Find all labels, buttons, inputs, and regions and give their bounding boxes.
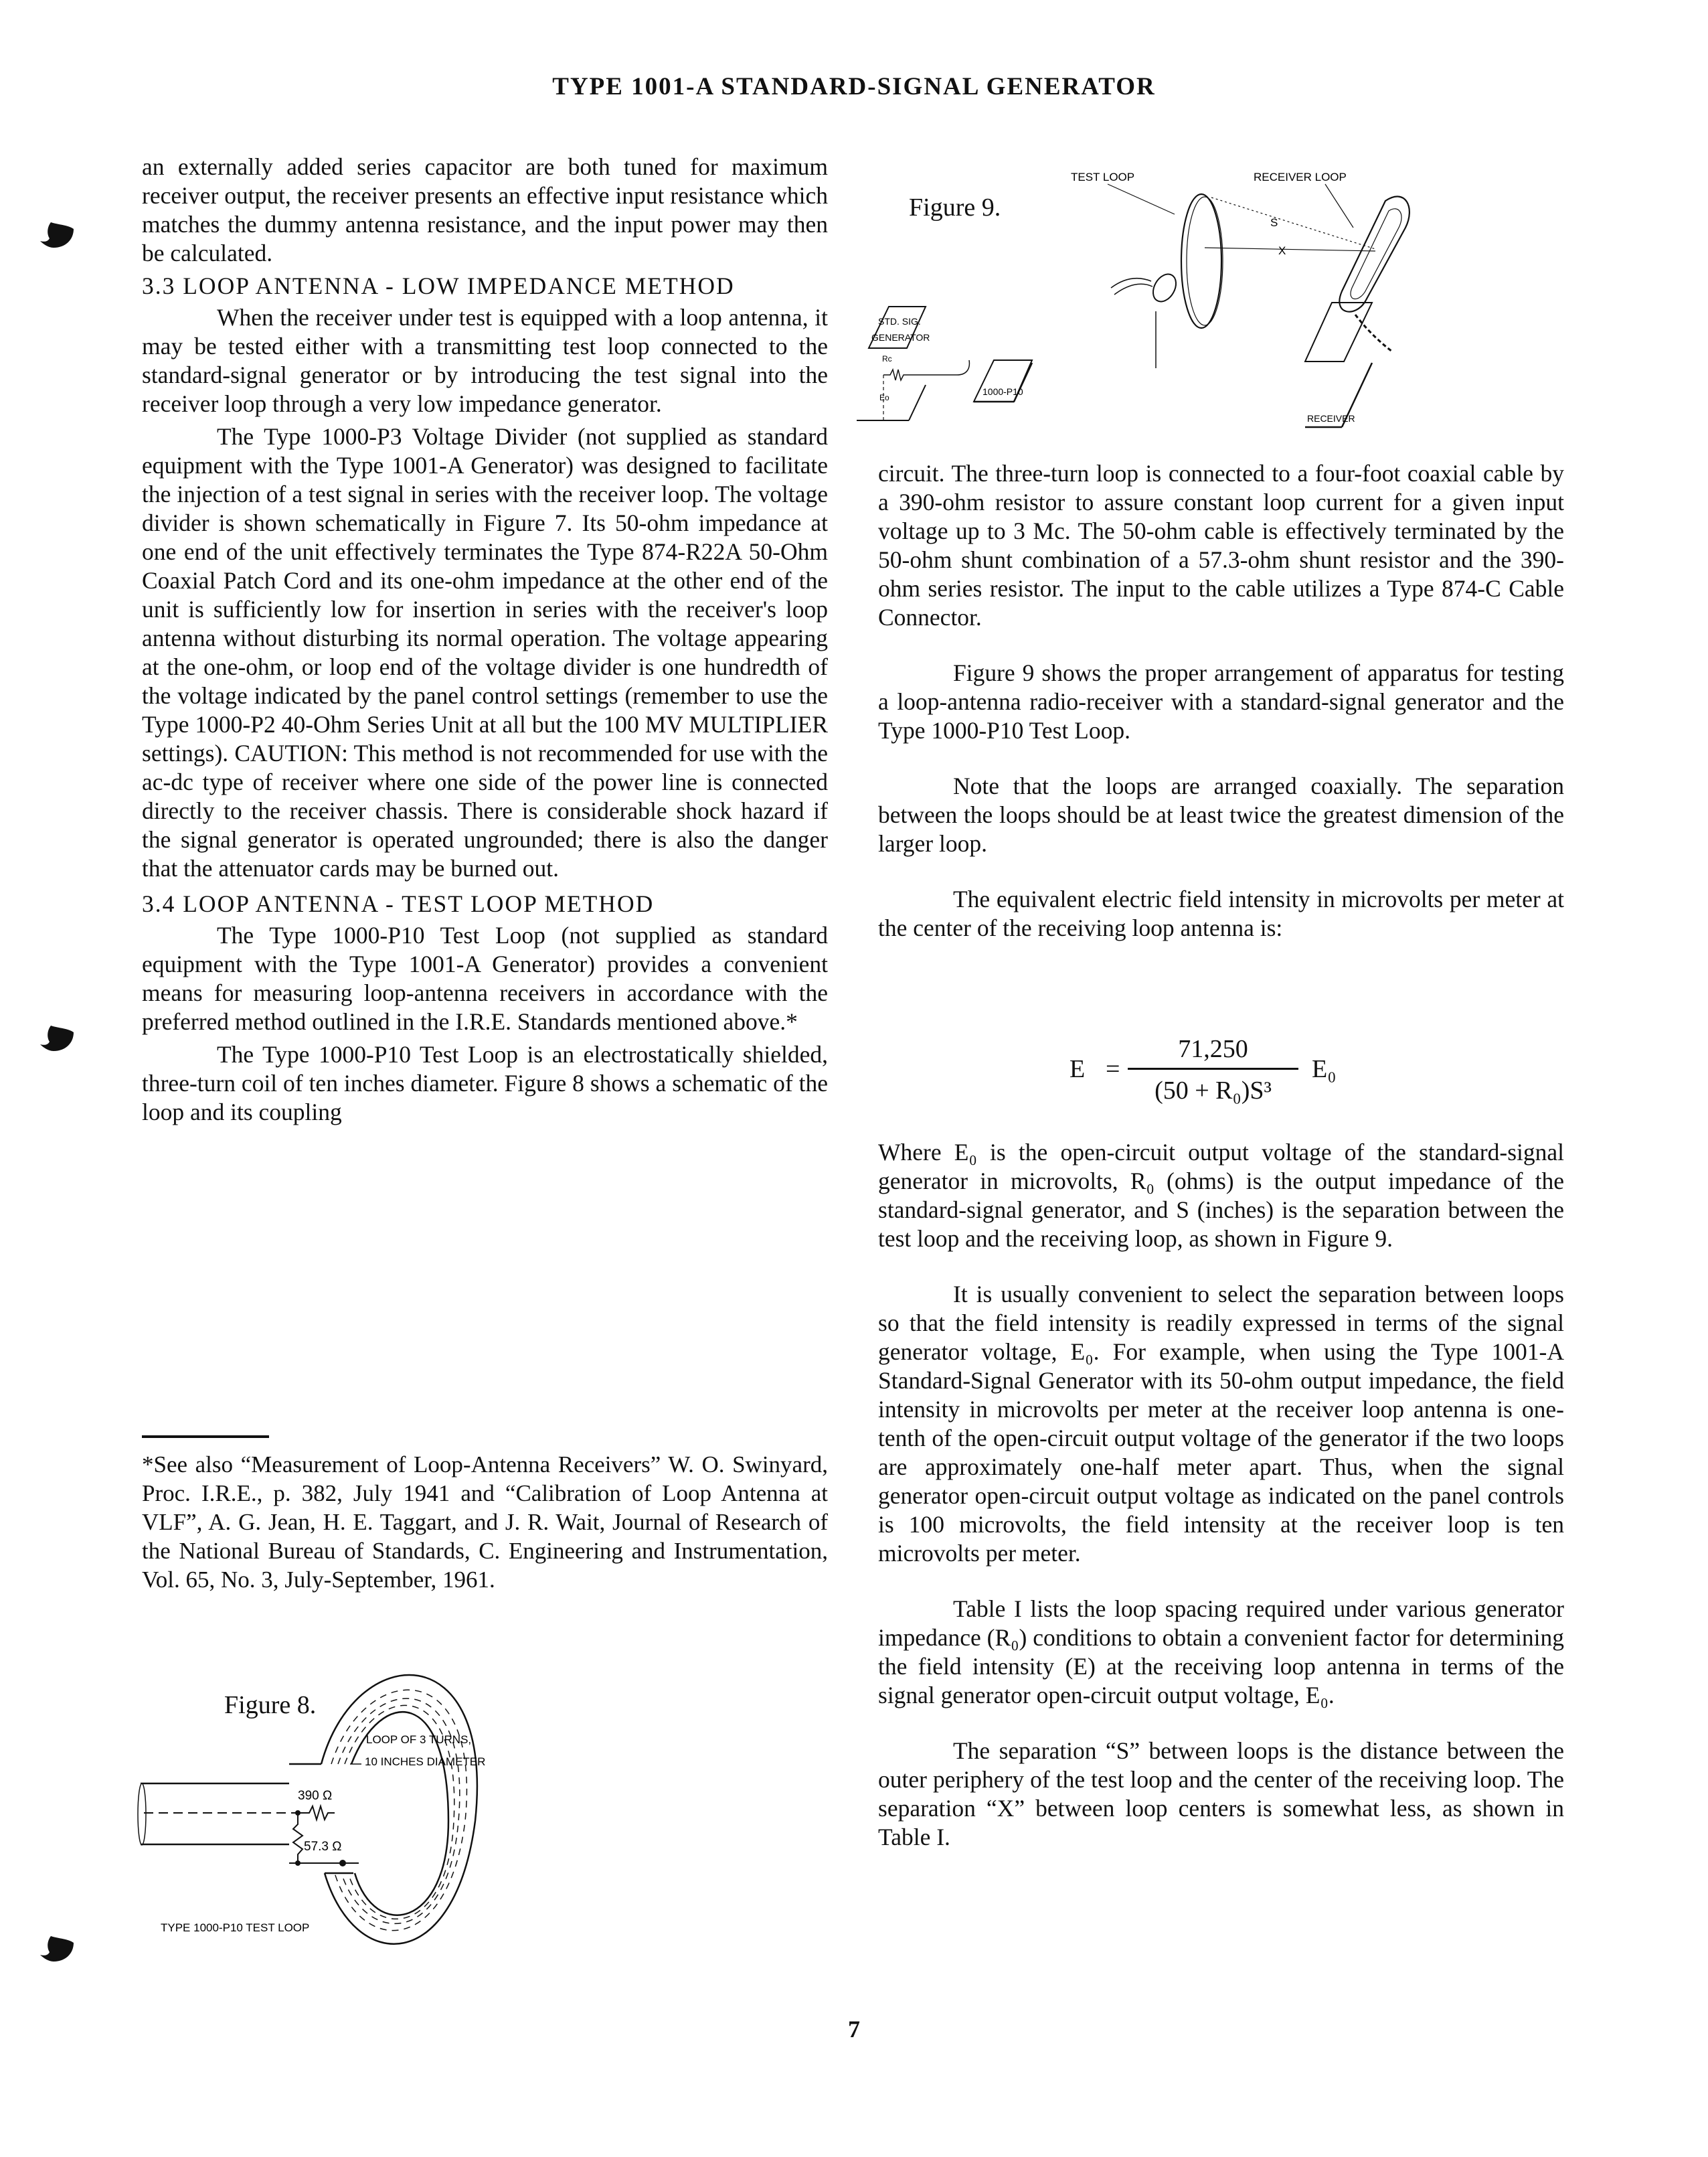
section-heading: 3.3 LOOP ANTENNA - LOW IMPEDANCE METHOD [142, 272, 735, 299]
paragraph: When the receiver under test is equipped with a loop antenna, it may be tested either with a transmitting test loop connected to the standard-signal generator or by introducing the test signal into the receiver loop through a very low impedance generator. [142, 304, 828, 417]
paragraph: It is usually convenient to select the separation between loops so that the field intensity is readily expressed in terms of the signal generator voltage, E₀. For example, when using the Type 1001-A Standard-Signal Generator with its 50-ohm output impedance, the field intensity in microvolts per meter at the receiver loop antenna is one-tenth of the open-circuit output voltage of the generator if the two loops are approximately one-half meter apart. Thus, when the signal generator open-circuit output voltage as indicated on the panel controls is 100 microvolts, the field intensity at the receiver loop is ten microvolts per meter. [878, 1281, 1564, 1567]
formula-rhs: E₀ [1312, 1055, 1337, 1083]
loop-note-line2: 10 INCHES DIAMETER [365, 1755, 486, 1768]
margin-mark-icon [39, 1024, 76, 1054]
formula-lhs: E [1070, 1055, 1086, 1083]
paragraph: The equivalent electric field intensity in microvolts per meter at the center of the receiving loop antenna is: [878, 886, 1564, 941]
margin-mark-icon [39, 1935, 76, 1964]
paragraph: The Type 1000-P3 Voltage Divider (not supplied as standard equipment with the Type 1001-A Generator) was designed to facilitate the injection of a test signal in series with the receiver loop. The voltage divider is shown schematically in Figure 7. Its 50-ohm impedance at one end of the unit effectively terminates the Type 874-R22A 50-Ohm Coaxial Patch Cord and its one-ohm impedance at the other end of the unit is sufficiently low for insertion in series with the receiver's loop antenna without disturbing its normal operation. The voltage appearing at the one-ohm, or loop end of the voltage divider is one hundredth of the voltage indicated by the panel control settings (remember to use the Type 1000-P2 40-Ohm Series Unit at all but the 100 MV MULTIPLIER settings). CAUTION: This method is not recommended for use with the ac-dc type of receiver where one side of the power line is connected directly to the receiver chassis. There is considerable shock hazard if the signal generator is operated ungrounded; there is also the danger that the attenuator cards may be burned out. [142, 423, 828, 882]
right-column-lower [878, 1138, 1564, 1852]
s-separation-label: S [1270, 216, 1278, 229]
paragraph: The Type 1000-P10 Test Loop is an electrostatically shielded, three-turn coil of ten inches diameter. Figure 8 shows a schematic of the loop and its coupling [142, 1041, 828, 1125]
formula-numerator: 71,250 [1178, 1035, 1248, 1063]
figure-9-diagram [850, 147, 1586, 469]
field-intensity-formula [1057, 1034, 1405, 1115]
footnote-rule [142, 1435, 269, 1438]
right-column [878, 459, 1564, 943]
paragraph: Table I lists the loop spacing required under various generator impedance (R₀) conditions to obtain a convenient factor for determining the field intensity (E) at the receiving loop antenna in terms of the signal generator open-circuit output voltage, E₀. [878, 1595, 1564, 1708]
paragraph: Note that the loops are arranged coaxially. The separation between the loops should be at least twice the greatest dimension of the larger loop. [878, 773, 1564, 857]
resistor-390-label: 390 Ω [298, 1789, 333, 1803]
eo-label: Eo [879, 393, 889, 402]
receiver-box-label: RECEIVER [1307, 413, 1355, 424]
paragraph: Where E₀ is the open-circuit output voltage of the standard-signal generator in microvolts, R₀ (ohms) is the output impedance of the standard-signal generator, and S (inches) is the separation between the test loop and the receiving loop, as shown in Figure 9. [878, 1139, 1564, 1252]
figure-9-label: Figure 9. [909, 193, 1001, 222]
paragraph: an externally added series capacitor are both tuned for maximum receiver output, the receiver presents an effective input resistance which matches the dummy antenna resistance, and the input power may then be calculated. [142, 153, 828, 266]
left-column [142, 153, 828, 1127]
figure-8-label: Figure 8. [224, 1691, 317, 1719]
margin-mark-icon [39, 221, 76, 250]
formula-equals: = [1106, 1055, 1120, 1083]
footnote [142, 1435, 828, 1594]
figure-8-schematic [134, 1660, 843, 1995]
paragraph: Figure 9 shows the proper arrangement of apparatus for testing a loop-antenna radio-receiver with a standard-signal generator and the Type 1000-P10 Test Loop. [878, 659, 1564, 744]
test-loop-label: TEST LOOP [1071, 171, 1135, 183]
figure-8-caption: TYPE 1000-P10 TEST LOOP [161, 1921, 310, 1934]
page-number: 7 [848, 2016, 860, 2043]
generator-label-2: GENERATOR [871, 332, 930, 343]
paragraph: The Type 1000-P10 Test Loop (not supplied as standard equipment with the Type 1001-A Generator) provides a convenient means for measuring loop-antenna receivers in accordance with the preferred method outlined in the I.R.E. Standards mentioned above.* [142, 922, 828, 1035]
formula-fraction-bar [1128, 1068, 1298, 1070]
resistor-57-label: 57.3 Ω [304, 1840, 342, 1854]
paragraph: The separation “S” between loops is the distance between the outer periphery of the test loop and the center of the receiving loop. The separation “X” between loop centers is somewhat less, as shown in Table I. [878, 1737, 1564, 1850]
receiver-loop-label: RECEIVER LOOP [1254, 171, 1347, 183]
formula-denominator: (50 + R₀)S³ [1155, 1076, 1272, 1105]
x-separation-label: X [1278, 244, 1286, 257]
test-loop-box-label: 1000-P10 [983, 386, 1023, 397]
loop-note-line1: LOOP OF 3 TURNS, [366, 1733, 472, 1746]
footnote-text: *See also “Measurement of Loop-Antenna Receivers” W. O. Swinyard, Proc. I.R.E., p. 382, July 1941 and “Calibration of Loop Antenna at VLF”, A. G. Jean, H. E. Taggart, and J. R. Wait, Journal of Research of the National Bureau of Standards, C. Engineering and Instrumentation, Vol. 65, No. 3, July-September, 1961. [142, 1451, 828, 1593]
paragraph: circuit. The three-turn loop is connected to a four-foot coaxial cable by a 390-ohm resistor to assure constant loop current for a given input voltage up to 3 Mc. The 50-ohm cable is effectively terminated by the 50-ohm shunt combination of a 57.3-ohm shunt resistor and the 390-ohm series resistor. The input to the cable utilizes a Type 874-C Cable Connector. [878, 460, 1564, 631]
section-heading: 3.4 LOOP ANTENNA - TEST LOOP METHOD [142, 890, 655, 917]
running-header: TYPE 1001-A STANDARD-SIGNAL GENERATOR [552, 73, 1156, 100]
generator-label-1: STD. SIG. [878, 316, 921, 327]
rc-label: Rc [882, 354, 892, 364]
